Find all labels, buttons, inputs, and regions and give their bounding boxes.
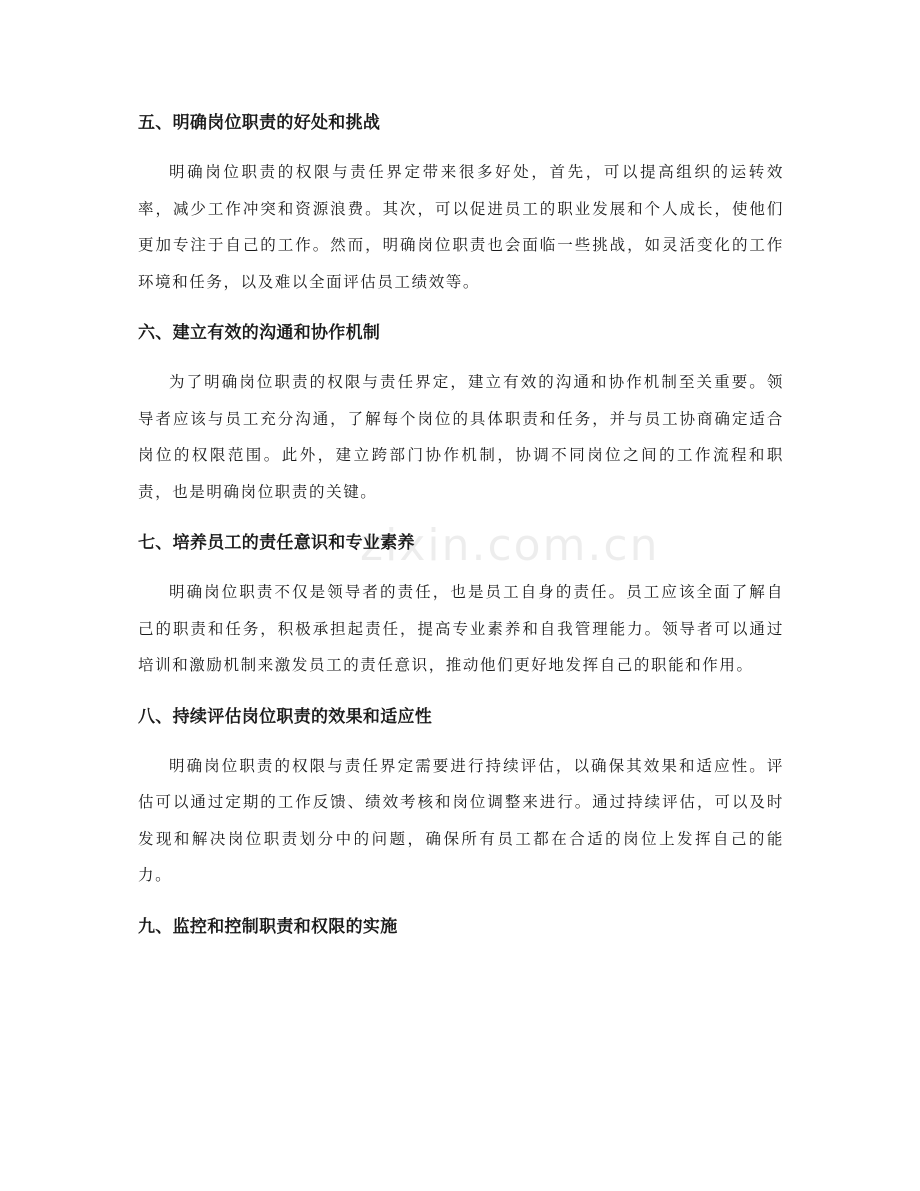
section-9 — [138, 908, 784, 946]
section-paragraph: 明确岗位职责的权限与责任界定需要进行持续评估，以确保其效果和适应性。评估可以通过定期的工作反馈、绩效考核和岗位调整来进行。通过持续评估，可以及时发现和解决岗位职责划分中的问题，确保所有员工都在合适的岗位上发挥自己的能力。 — [138, 756, 784, 884]
watermark: zixin.com.cn — [360, 520, 660, 571]
section-heading: 六、建立有效的沟通和协作机制 — [138, 323, 381, 343]
section-paragraph: 明确岗位职责不仅是领导者的责任，也是员工自身的责任。员工应该全面了解自己的职责和任务，积极承担起责任，提高专业素养和自我管理能力。领导者可以通过培训和激励机制来激发员工的责任意识，推动他们更好地发挥自己的职能和作用。 — [138, 583, 784, 674]
section-5 — [138, 104, 784, 300]
section-heading: 八、持续评估岗位职责的效果和适应性 — [138, 706, 433, 727]
document-content — [138, 104, 784, 958]
section-7 — [138, 524, 784, 684]
section-heading: 七、培养员工的责任意识和专业素养 — [138, 533, 415, 553]
section-8 — [138, 698, 784, 894]
section-paragraph: 明确岗位职责的权限与责任界定带来很多好处，首先，可以提高组织的运转效率，减少工作冲突和资源浪费。其次，可以促进员工的职业发展和个人成长，使他们更加专注于自己的工作。然而，明确岗位职责也会面临一些挑战，如灵活变化的工作环境和任务，以及难以全面评估员工绩效等。 — [138, 163, 784, 291]
section-heading: 九、监控和控制职责和权限的实施 — [138, 916, 398, 937]
section-heading: 五、明确岗位职责的好处和挑战 — [138, 113, 381, 133]
section-6 — [138, 314, 784, 510]
section-paragraph: 为了明确岗位职责的权限与责任界定，建立有效的沟通和协作机制至关重要。领导者应该与员工充分沟通，了解每个岗位的具体职责和任务，并与员工协商确定适合岗位的权限范围。此外，建立跨部门协作机制，协调不同岗位之间的工作流程和职责，也是明确岗位职责的关键。 — [138, 373, 784, 501]
